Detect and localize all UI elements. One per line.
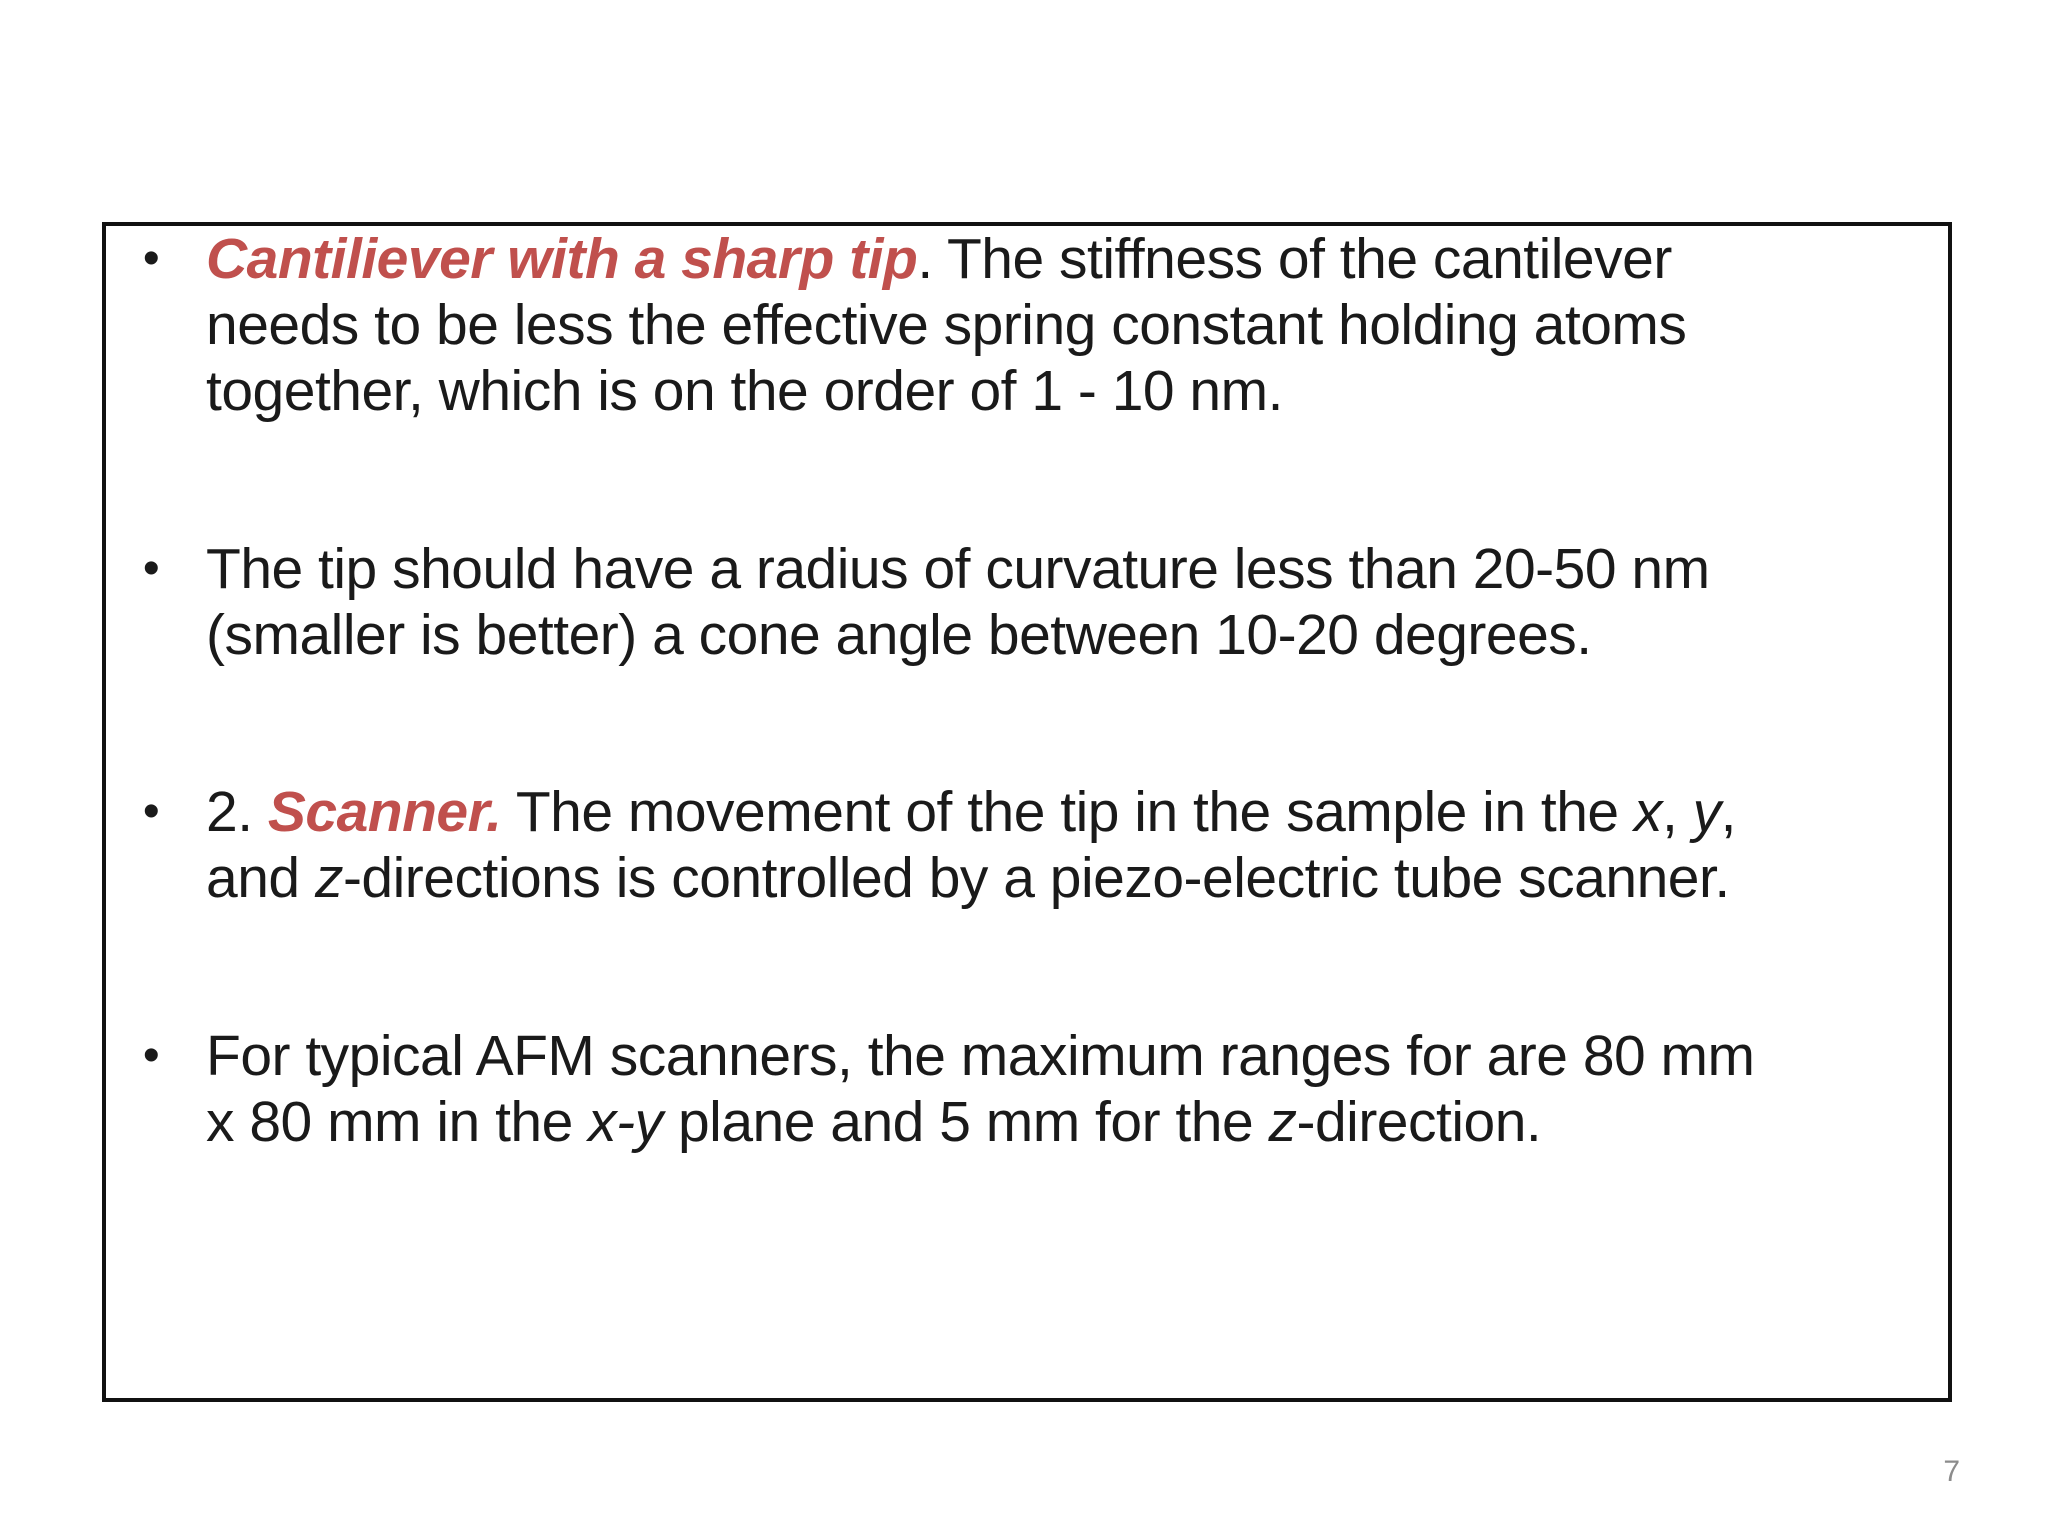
bullet-cantilever: [142, 226, 1946, 424]
z-variable: z: [1268, 1090, 1297, 1154]
page-number: 7: [1943, 1455, 1960, 1488]
bullet-scanner: [142, 779, 1946, 911]
bullet-text: x 80 mm in the: [206, 1090, 589, 1154]
bullet-line: together, which is on the order of 1 - 10 nm.: [206, 359, 1283, 423]
bullet-tip-radius: [142, 536, 1946, 668]
scanner-heading: Scanner.: [267, 780, 502, 844]
bullet-scan-range: [142, 1023, 1946, 1155]
bullet-text: -directions is controlled by a piezo-electric tube scanner.: [342, 846, 1730, 910]
bullet-marker: •: [142, 232, 160, 285]
z-variable: z: [314, 846, 343, 910]
bullet-text: 2.: [206, 780, 268, 844]
bullet-line: [206, 845, 1946, 911]
bullet-line: [206, 226, 1946, 292]
bullet-line: For typical AFM scanners, the maximum ranges for are 80 mm: [206, 1024, 1755, 1088]
bullet-line: The tip should have a radius of curvature less than 20-50 nm: [206, 537, 1710, 601]
bullet-text: -direction.: [1296, 1090, 1542, 1154]
bullet-line: needs to be less the effective spring constant holding atoms: [206, 293, 1687, 357]
bullet-text: plane and 5 mm for the: [662, 1090, 1269, 1154]
cantilever-heading: Cantiliever with a sharp tip: [206, 227, 918, 291]
bullet-text: and: [206, 846, 315, 910]
content-box: [102, 222, 1952, 1402]
bullet-text: ,: [1720, 780, 1736, 844]
bullet-text: ,: [1661, 780, 1693, 844]
bullet-marker: •: [142, 1029, 160, 1082]
bullet-line: (smaller is better) a cone angle between 10-20 degrees.: [206, 603, 1592, 667]
bullet-line: [206, 779, 1946, 845]
bullet-text: The movement of the tip in the sample in the: [501, 780, 1634, 844]
xy-plane-variable: x-y: [588, 1090, 663, 1154]
bullet-text: . The stiffness of the cantilever: [917, 227, 1672, 291]
y-variable: y: [1692, 780, 1721, 844]
bullet-marker: •: [142, 542, 160, 595]
x-variable: x: [1633, 780, 1662, 844]
bullet-line: [206, 1089, 1946, 1155]
bullet-marker: •: [142, 785, 160, 838]
